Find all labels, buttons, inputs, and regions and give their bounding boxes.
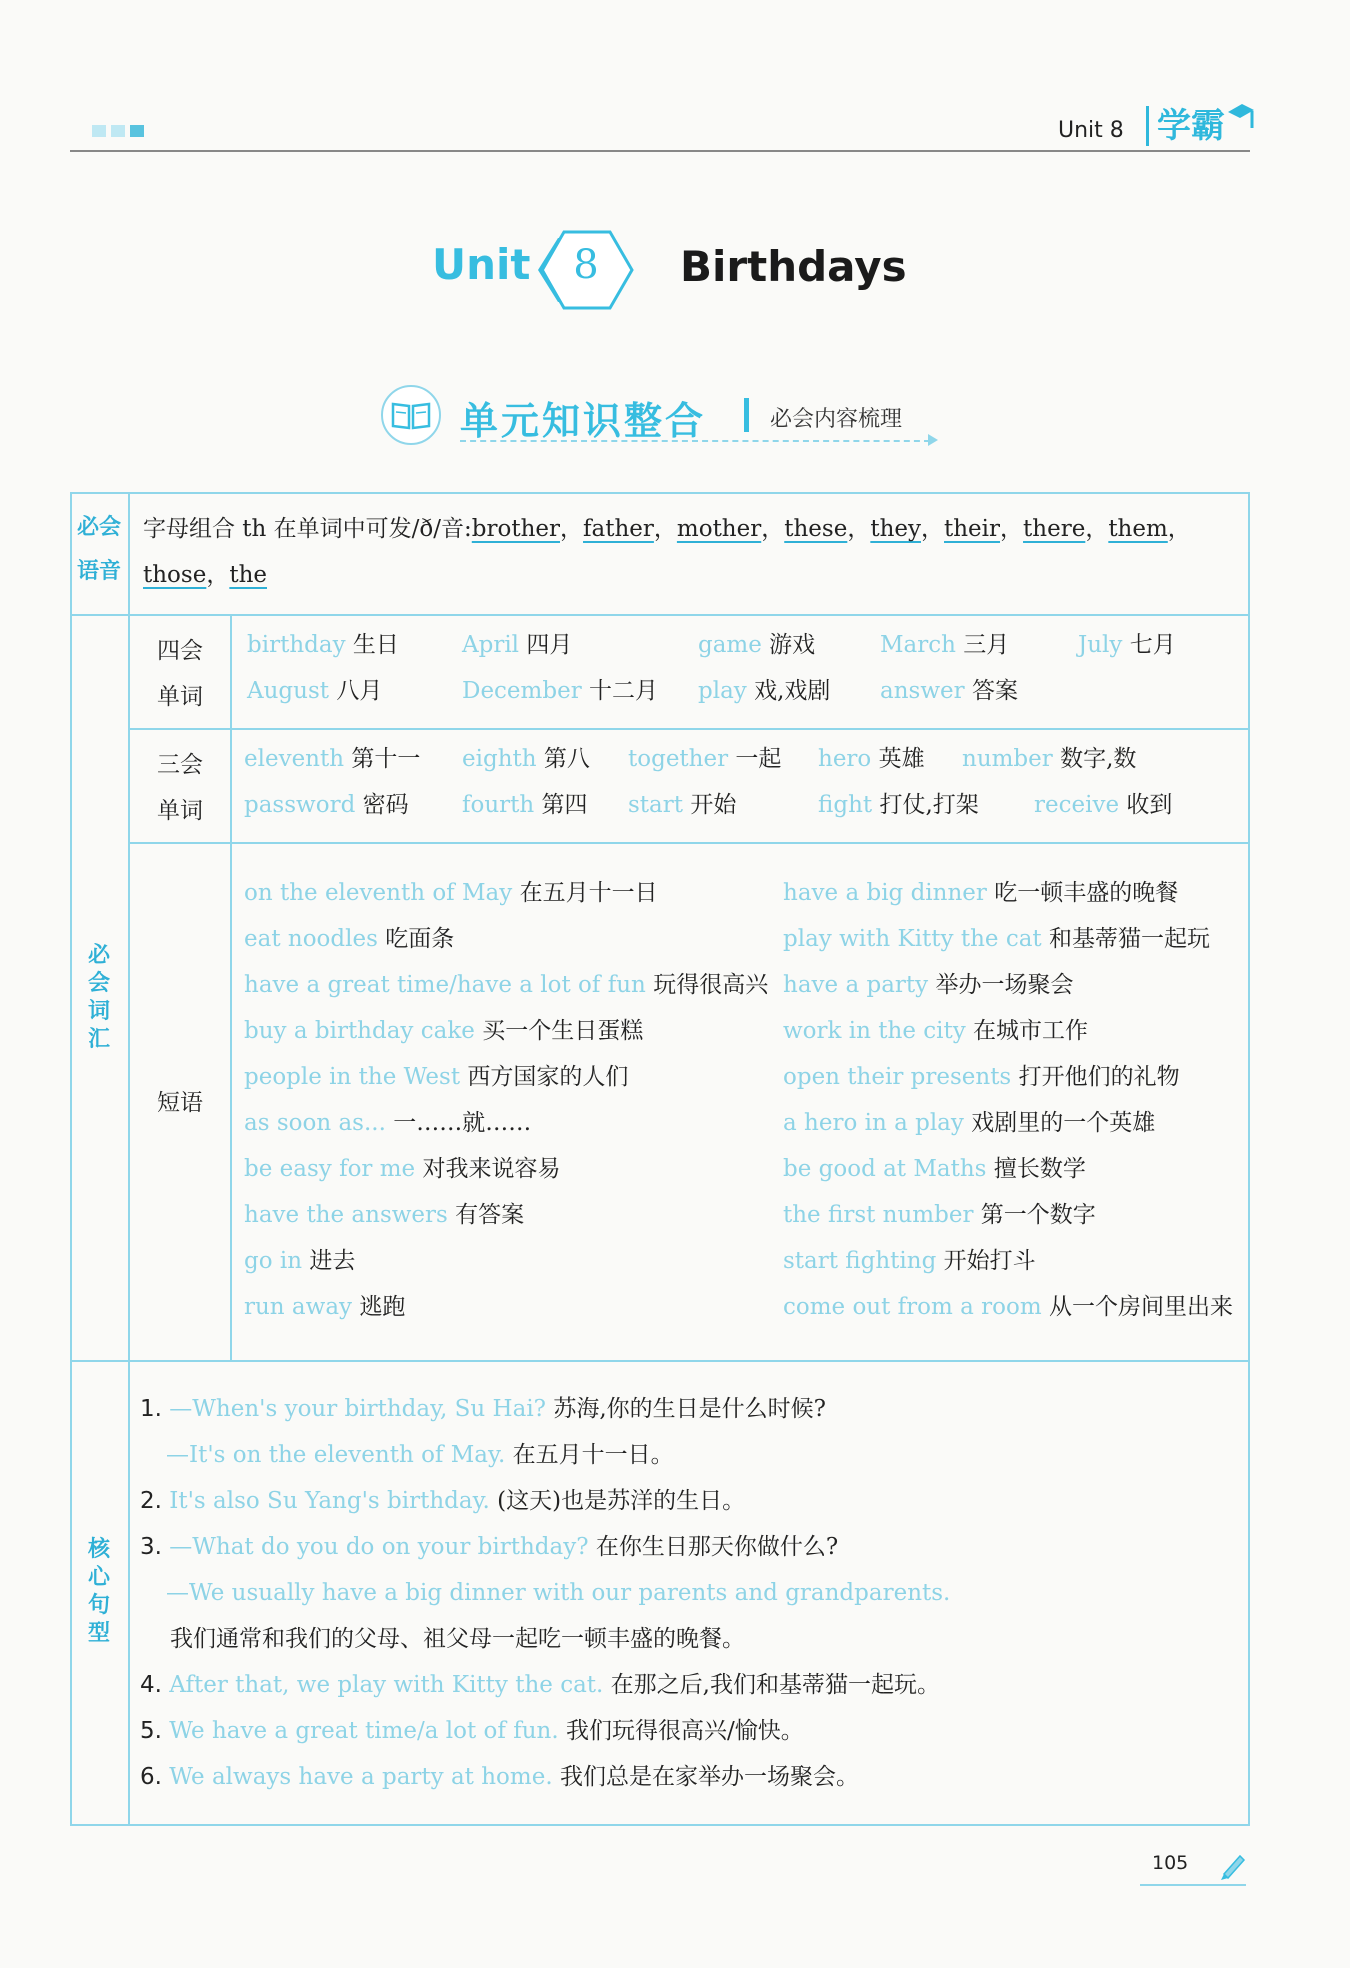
- three-skill-word-en: fourth: [462, 792, 535, 818]
- phrase-item-zh: 在五月十一日: [519, 880, 658, 906]
- pronunciation-word: brother: [471, 516, 561, 542]
- sentence-number: 2.: [140, 1488, 162, 1514]
- four-skill-word-en: July: [1078, 632, 1123, 658]
- phrase-item-en: eat noodles: [244, 926, 378, 952]
- phrase-item: [783, 1016, 1088, 1046]
- phrase-item: [244, 878, 658, 908]
- sentence-zh: 我们玩得很高兴/愉快。: [566, 1718, 804, 1744]
- pronunciation-word: the: [229, 562, 267, 588]
- pronunciation-word: father: [583, 516, 654, 542]
- sentence-line: [166, 1440, 674, 1470]
- three-skill-word-en: eleventh: [244, 746, 345, 772]
- phrase-item-en: be good at Maths: [783, 1156, 987, 1182]
- pronunciation-word: them: [1108, 516, 1168, 542]
- sentence-en: —We usually have a big dinner with our parents and grandparents.: [166, 1580, 951, 1606]
- four-skill-word-zh: 游戏: [769, 632, 816, 658]
- three-skill-word-en: receive: [1034, 792, 1120, 818]
- phrase-item: [783, 924, 1210, 954]
- phrase-item: [783, 1062, 1180, 1092]
- three-skill-label-line1: 三会: [157, 752, 203, 778]
- pronunciation-word: mother: [676, 516, 762, 542]
- table-divider: [130, 842, 1250, 844]
- header-unit-label: Unit 8: [1058, 118, 1124, 143]
- sentence-line: [140, 1394, 826, 1424]
- four-skill-word-zh: 十二月: [589, 678, 658, 704]
- three-skill-word-zh: 密码: [362, 792, 409, 818]
- three-skill-word-zh: 一起: [735, 746, 782, 772]
- four-skill-word-zh: 七月: [1129, 632, 1176, 658]
- phrase-item-zh: 和基蒂猫一起玩: [1048, 926, 1210, 952]
- phrase-item-zh: 一……就……: [393, 1110, 532, 1136]
- four-skill-word-zh: 戏,戏剧: [754, 678, 831, 704]
- phrase-item: [244, 924, 454, 954]
- book-icon: [380, 384, 442, 446]
- pronunciation-line1: 字母组合 th 在单词中可发/ð/音:brother，father，mother，these，they，their，there，them，: [143, 516, 1191, 542]
- phrase-item-en: as soon as...: [244, 1110, 386, 1136]
- three-skill-word-en: eighth: [462, 746, 537, 772]
- four-skill-word: [1078, 630, 1176, 660]
- arrow-right-icon: [928, 434, 938, 446]
- four-skill-word: [698, 676, 830, 706]
- sentence-number: 5.: [140, 1718, 162, 1744]
- sentence-en: We always have a party at home.: [169, 1764, 553, 1790]
- title-unit-number: 8: [573, 242, 599, 288]
- three-skill-word-zh: 英雄: [878, 746, 925, 772]
- phrase-item: [783, 1246, 1036, 1276]
- pronunciation-word: these: [784, 516, 848, 542]
- four-skill-word-zh: 三月: [963, 632, 1010, 658]
- phrase-item: [244, 1062, 628, 1092]
- phrase-item-en: go in: [244, 1248, 303, 1274]
- sentence-line: [140, 1716, 804, 1746]
- three-skill-word-en: start: [628, 792, 683, 818]
- phrase-item-zh: 吃面条: [385, 926, 455, 952]
- phrase-item-zh: 开始打斗: [943, 1248, 1036, 1274]
- sentence-line: [140, 1486, 745, 1516]
- three-skill-word-zh: 第四: [541, 792, 588, 818]
- four-skill-word: [462, 630, 572, 660]
- table-column-divider: [230, 614, 232, 1360]
- four-skill-word-en: August: [247, 678, 330, 704]
- three-skill-word: [1034, 790, 1172, 820]
- phrase-item: [783, 1154, 1086, 1184]
- sentences-label: 核心句型: [87, 1537, 110, 1646]
- three-skill-word-zh: 第十一: [351, 746, 421, 772]
- phrase-item-zh: 第一个数字: [980, 1202, 1096, 1228]
- four-skill-word-en: play: [698, 678, 747, 704]
- phrase-item-en: the first number: [783, 1202, 974, 1228]
- pronunciation-word: they: [870, 516, 921, 542]
- four-skill-label-line1: 四会: [157, 638, 203, 664]
- four-skill-word-zh: 四月: [526, 632, 573, 658]
- phrase-item: [244, 1292, 405, 1322]
- three-skill-word: [628, 790, 736, 820]
- pronunciation-intro: 字母组合 th 在单词中可发/ð/音:: [143, 516, 472, 542]
- table-divider: [130, 728, 1250, 730]
- header-decoration: [92, 122, 149, 141]
- four-skill-word-en: December: [462, 678, 582, 704]
- phrase-item-zh: 有答案: [455, 1202, 525, 1228]
- four-skill-word-zh: 答案: [971, 678, 1018, 704]
- four-skill-word: [880, 676, 1018, 706]
- vocab-label: 必会词汇: [87, 943, 110, 1052]
- phrase-item-zh: 玩得很高兴: [653, 972, 769, 998]
- three-skill-word: [818, 790, 979, 820]
- phrase-item-zh: 举办一场聚会: [935, 972, 1074, 998]
- pronunciation-label-line2: 语音: [76, 559, 121, 584]
- four-skill-word: [698, 630, 815, 660]
- phrase-item-en: have a great time/have a lot of fun: [244, 972, 646, 998]
- three-skill-word: [244, 744, 420, 774]
- phrase-item-zh: 打开他们的礼物: [1018, 1064, 1180, 1090]
- graduation-cap-icon: [1226, 98, 1256, 138]
- section-underline: [460, 440, 930, 442]
- phrase-item-en: have the answers: [244, 1202, 448, 1228]
- phrase-item: [783, 1200, 1096, 1230]
- phrase-item: [783, 970, 1073, 1000]
- phrase-item-zh: 进去: [309, 1248, 356, 1274]
- sentence-en: We have a great time/a lot of fun.: [169, 1718, 559, 1744]
- phrase-item-en: start fighting: [783, 1248, 937, 1274]
- pronunciation-label-line1: 必会: [76, 515, 121, 540]
- phrase-item-zh: 买一个生日蛋糕: [482, 1018, 644, 1044]
- phrase-item: [244, 970, 768, 1000]
- sentence-zh: 我们通常和我们的父母、祖父母一起吃一顿丰盛的晚餐。: [170, 1626, 745, 1652]
- four-skill-word-en: birthday: [247, 632, 346, 658]
- three-skill-word: [962, 744, 1136, 774]
- phrase-item-en: open their presents: [783, 1064, 1012, 1090]
- title-unit-word: Unit: [432, 240, 531, 289]
- sentence-en: After that, we play with Kitty the cat.: [169, 1672, 604, 1698]
- phrase-item-en: come out from a room: [783, 1294, 1042, 1320]
- four-skill-word: [247, 676, 382, 706]
- phrase-item: [244, 1108, 531, 1138]
- three-skill-word-zh: 数字,数: [1060, 746, 1137, 772]
- sentence-zh: (这天)也是苏洋的生日。: [497, 1488, 746, 1514]
- three-skill-word-zh: 第八: [543, 746, 590, 772]
- phrase-item-zh: 逃跑: [359, 1294, 406, 1320]
- header-brand: 学霸: [1146, 106, 1225, 146]
- sentence-line: [170, 1624, 745, 1654]
- table-divider: [70, 1360, 1250, 1362]
- phrase-item-en: be easy for me: [244, 1156, 416, 1182]
- sentence-en: —When's your birthday, Su Hai?: [169, 1396, 547, 1422]
- pencil-icon: [1218, 1850, 1248, 1880]
- phrase-item-en: have a party: [783, 972, 929, 998]
- phrase-item-zh: 擅长数学: [993, 1156, 1086, 1182]
- three-skill-word-en: number: [962, 746, 1053, 772]
- phrase-item-en: people in the West: [244, 1064, 461, 1090]
- phrases-label: 短语: [157, 1090, 203, 1116]
- four-skill-word-en: answer: [880, 678, 965, 704]
- four-skill-word-en: April: [462, 632, 520, 658]
- phrase-item-en: work in the city: [783, 1018, 966, 1044]
- phrase-item: [783, 1108, 1155, 1138]
- pronunciation-word: there: [1023, 516, 1086, 542]
- four-skill-word: [462, 676, 658, 706]
- three-skill-label-line2: 单词: [157, 798, 203, 824]
- three-skill-word-en: hero: [818, 746, 872, 772]
- header-divider: [70, 150, 1250, 152]
- phrase-item-zh: 西方国家的人们: [467, 1064, 629, 1090]
- phrase-item-zh: 从一个房间里出来: [1048, 1294, 1233, 1320]
- three-skill-word: [244, 790, 409, 820]
- sentence-zh: 我们总是在家举办一场聚会。: [559, 1764, 859, 1790]
- sentence-zh: 在那之后,我们和基蒂猫一起玩。: [610, 1672, 940, 1698]
- footer-underline: [1140, 1884, 1246, 1886]
- sentence-en: It's also Su Yang's birthday.: [169, 1488, 490, 1514]
- three-skill-word-zh: 开始: [690, 792, 737, 818]
- page-title: Birthdays: [680, 242, 907, 291]
- phrase-item-zh: 吃一顿丰盛的晚餐: [994, 880, 1179, 906]
- four-skill-word: [880, 630, 1009, 660]
- sentence-line: [140, 1762, 859, 1792]
- four-skill-word-zh: 八月: [336, 678, 383, 704]
- three-skill-word: [462, 744, 590, 774]
- three-skill-word-zh: 收到: [1126, 792, 1173, 818]
- phrase-item-en: buy a birthday cake: [244, 1018, 475, 1044]
- section-subtitle: 必会内容梳理: [770, 407, 903, 432]
- phrase-item: [244, 1154, 560, 1184]
- sentence-en: —It's on the eleventh of May.: [166, 1442, 506, 1468]
- four-skill-label-line2: 单词: [157, 684, 203, 710]
- section-separator: [744, 398, 749, 432]
- phrase-item: [783, 1292, 1233, 1322]
- sentence-line: [166, 1578, 950, 1608]
- sentence-zh: 在你生日那天你做什么?: [595, 1534, 839, 1560]
- sentence-line: [140, 1532, 838, 1562]
- sentence-line: [140, 1670, 940, 1700]
- phrase-item-en: have a big dinner: [783, 880, 987, 906]
- sentence-number: 6.: [140, 1764, 162, 1790]
- pronunciation-word: their: [944, 516, 1001, 542]
- sentence-number: 4.: [140, 1672, 162, 1698]
- four-skill-word: [247, 630, 399, 660]
- three-skill-word-en: password: [244, 792, 356, 818]
- phrase-item: [244, 1200, 524, 1230]
- three-skill-word-en: fight: [818, 792, 873, 818]
- pronunciation-word: those: [143, 562, 207, 588]
- phrase-item: [783, 878, 1178, 908]
- three-skill-word: [462, 790, 588, 820]
- sentence-en: —What do you do on your birthday?: [169, 1534, 589, 1560]
- phrase-item: [244, 1246, 355, 1276]
- phrase-item-en: run away: [244, 1294, 353, 1320]
- three-skill-word-en: together: [628, 746, 729, 772]
- four-skill-word-zh: 生日: [352, 632, 399, 658]
- phrase-item: [244, 1016, 643, 1046]
- three-skill-word: [628, 744, 781, 774]
- phrase-item-en: play with Kitty the cat: [783, 926, 1042, 952]
- sentence-zh: 在五月十一日。: [512, 1442, 674, 1468]
- section-title: 单元知识整合: [460, 399, 707, 443]
- table-divider: [70, 614, 1250, 616]
- sentence-zh: 苏海,你的生日是什么时候?: [553, 1396, 826, 1422]
- phrase-item-zh: 对我来说容易: [422, 1156, 561, 1182]
- page-number: 105: [1152, 1852, 1189, 1874]
- sentence-number: 3.: [140, 1534, 162, 1560]
- phrase-item-en: a hero in a play: [783, 1110, 964, 1136]
- pronunciation-line2: those，the: [143, 562, 267, 588]
- four-skill-word-en: March: [880, 632, 956, 658]
- phrase-item-en: on the eleventh of May: [244, 880, 513, 906]
- four-skill-word-en: game: [698, 632, 762, 658]
- three-skill-word: [818, 744, 925, 774]
- phrase-item-zh: 在城市工作: [973, 1018, 1089, 1044]
- phrase-item-zh: 戏剧里的一个英雄: [971, 1110, 1156, 1136]
- three-skill-word-zh: 打仗,打架: [879, 792, 979, 818]
- sentence-number: 1.: [140, 1396, 162, 1422]
